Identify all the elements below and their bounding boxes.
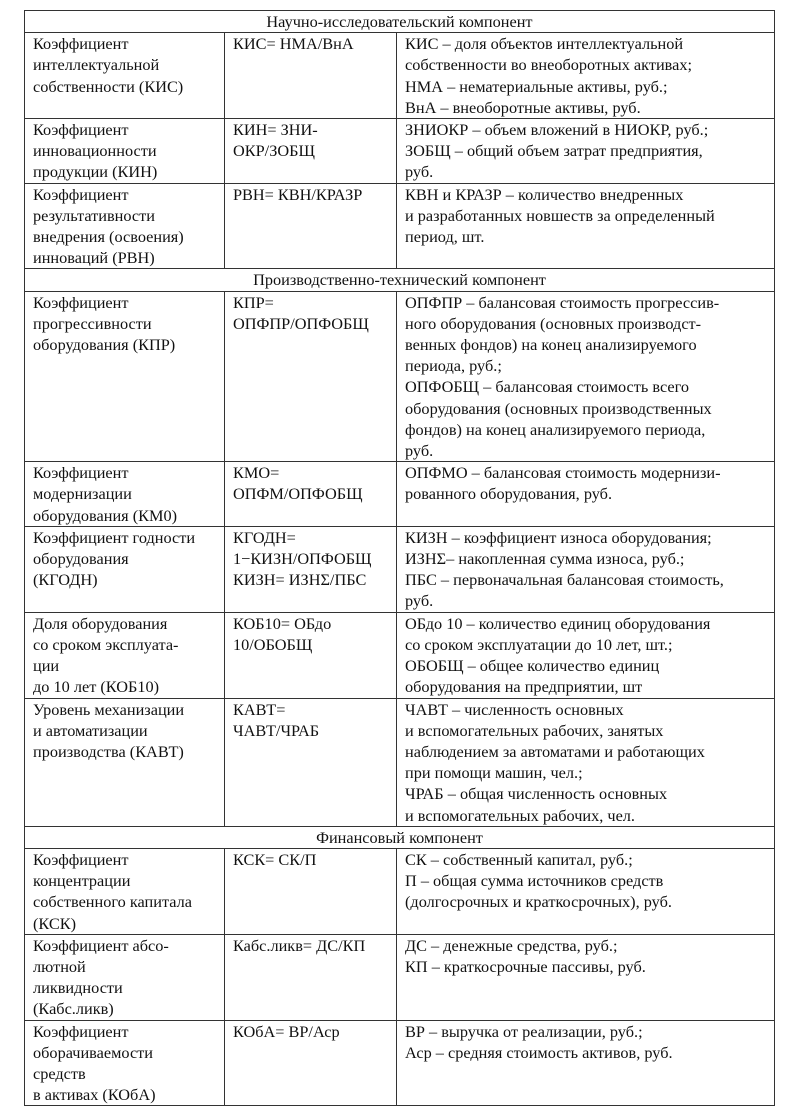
- indicator-formula: КАВТ= ЧАВТ/ЧРАБ: [225, 698, 397, 826]
- table-row: [25, 848, 775, 934]
- indicator-formula: КИС= НМА/ВнА: [225, 33, 397, 119]
- table-row: [25, 183, 775, 269]
- indicator-name: Доля оборудования со сроком эксплуата- ции до 10 лет (КОБ10): [25, 612, 225, 698]
- indicator-formula: Кабс.ликв= ДС/КП: [225, 934, 397, 1020]
- indicator-formula: КГОДН= 1−КИЗН/ОПФОБЩ КИЗН= ИЗНΣ/ПБС: [225, 526, 397, 612]
- indicator-description: ЗНИОКР – объем вложений в НИОКР, руб.; ЗОБЩ – общий объем затрат предприятия, руб.: [397, 119, 775, 184]
- table-row: [25, 291, 775, 462]
- table-row: [25, 934, 775, 1020]
- indicator-formula: КОбА= ВР/Аср: [225, 1020, 397, 1106]
- section-header-row: [25, 11, 775, 33]
- section-title: Производственно-технический компонент: [25, 269, 775, 291]
- indicator-name: Коэффициент прогрессивности оборудования (КПР): [25, 291, 225, 462]
- table-row: [25, 33, 775, 119]
- indicator-name: Коэффициент концентрации собственного капитала (КСК): [25, 848, 225, 934]
- table-row: [25, 698, 775, 826]
- indicator-name: Коэффициент инновационности продукции (КИН): [25, 119, 225, 184]
- indicator-description: КИС – доля объектов интеллектуальной собственности во внеоборотных активах; НМА – нематериальные активы, руб.; ВнА – внеоборотные активы, руб.: [397, 33, 775, 119]
- indicator-description: КВН и КРАЗР – количество внедренных и разработанных новшеств за определенный период, шт.: [397, 183, 775, 269]
- indicator-formula: КИН= ЗНИ- ОКР/ЗОБЩ: [225, 119, 397, 184]
- indicator-description: СК – собственный капитал, руб.; П – общая сумма источников средств (долгосрочных и краткосрочных), руб.: [397, 848, 775, 934]
- indicator-description: ОПФМО – балансовая стоимость модернизи- рованного оборудования, руб.: [397, 462, 775, 527]
- indicator-name: Коэффициент оборачиваемости средств в активах (КОбА): [25, 1020, 225, 1106]
- table-row: [25, 462, 775, 527]
- indicator-name: Коэффициент годности оборудования (КГОДН): [25, 526, 225, 612]
- indicator-description: ДС – денежные средства, руб.; КП – краткосрочные пассивы, руб.: [397, 934, 775, 1020]
- indicator-name: Коэффициент модернизации оборудования (КМ0): [25, 462, 225, 527]
- indicator-name: Уровень механизации и автоматизации производства (КАВТ): [25, 698, 225, 826]
- table-row: [25, 119, 775, 184]
- indicator-description: ОБдо 10 – количество единиц оборудования со сроком эксплуатации до 10 лет, шт.; ОБОБЩ – общее количество единиц оборудования на предприятии, шт: [397, 612, 775, 698]
- table-row: [25, 1020, 775, 1106]
- section-header-row: [25, 826, 775, 848]
- indicator-formula: КОБ10= ОБдо 10/ОБОБЩ: [225, 612, 397, 698]
- indicator-name: Коэффициент результативности внедрения (освоения) инноваций (РВН): [25, 183, 225, 269]
- indicator-description: ВР – выручка от реализации, руб.; Аср – средняя стоимость активов, руб.: [397, 1020, 775, 1106]
- indicator-formula: КСК= СК/П: [225, 848, 397, 934]
- section-title: Научно-исследовательский компонент: [25, 11, 775, 33]
- indicator-formula: РВН= КВН/КРАЗР: [225, 183, 397, 269]
- section-title: Финансовый компонент: [25, 826, 775, 848]
- indicator-description: ЧАВТ – численность основных и вспомогательных рабочих, занятых наблюдением за автоматами и работающих при помощи машин, чел.; ЧРАБ – общая численность основных и вспомогательных рабочих, чел.: [397, 698, 775, 826]
- table-row: [25, 612, 775, 698]
- indicators-table: [24, 10, 775, 1106]
- indicator-formula: КМО= ОПФМ/ОПФОБЩ: [225, 462, 397, 527]
- indicator-name: Коэффициент абсо- лютной ликвидности (Кабс.ликв): [25, 934, 225, 1020]
- indicator-name: Коэффициент интеллектуальной собственности (КИС): [25, 33, 225, 119]
- indicator-description: ОПФПР – балансовая стоимость прогрессив- ного оборудования (основных производст- венных фондов) на конец анализируемого периода, руб.; ОПФОБЩ – балансовая стоимость всего оборудования (основных производственных фондов) на конец анализируемого периода, руб.: [397, 291, 775, 462]
- indicator-description: КИЗН – коэффициент износа оборудования; ИЗНΣ– накопленная сумма износа, руб.; ПБС – первоначальная балансовая стоимость, руб.: [397, 526, 775, 612]
- indicator-formula: КПР= ОПФПР/ОПФОБЩ: [225, 291, 397, 462]
- table-row: [25, 526, 775, 612]
- section-header-row: [25, 269, 775, 291]
